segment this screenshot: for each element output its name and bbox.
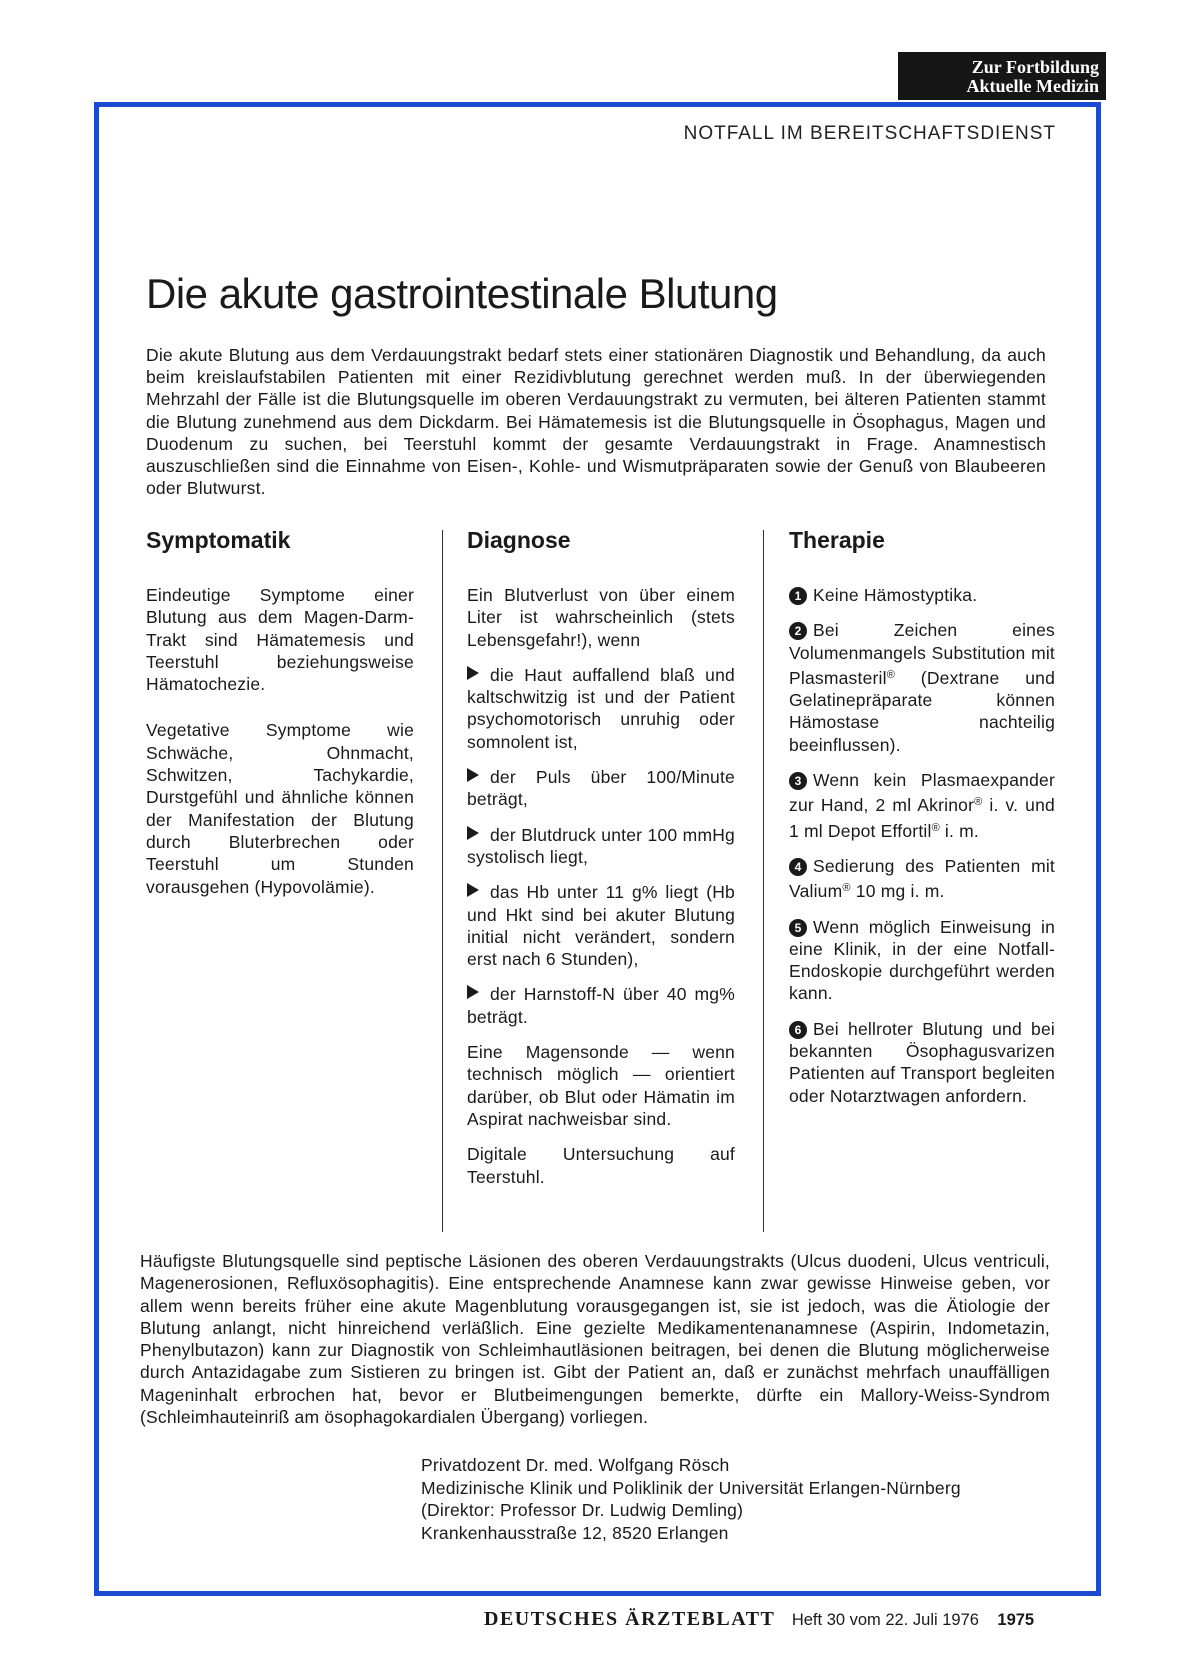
registered-mark: ® xyxy=(931,821,940,834)
closing-paragraph: Häufigste Blutungsquelle sind peptische Läsionen des oberen Verdauungstrakts (Ulcus duodeni, Ulcus ventriculi, Magenerosionen, Refluxösophagitis). Eine entsprechende Anamnese kann zwar gewisse Hinweise geben, vor allem wenn bereits früher eine akute Magenblutung vorausgegangen ist, sie ist jedoch, was die Ätiologie der Blutung anlangt, nicht hinreichend verläßlich. Eine gezielte Medikamentenanamnese (Aspirin, Indometazin, Phenylbutazon) kann zur Diagnostik von Schleimhautläsionen beitragen, bei denen die Blutung möglicherweise durch Antazidagabe zum Sistieren zu bringen ist. Gibt der Patient an, daß er zunächst mehrfach unauffälligen Mageninhalt erbrochen hat, bevor er Blutbeimengungen bemerkte, dürfte ein Mallory-Weiss-Syndrom (Schleimhauteinriß am ösophagokardialen Übergang) vorliegen. xyxy=(140,1251,1050,1428)
therapie-item: 1 Keine Hämostyptika. xyxy=(789,584,1055,606)
column-divider xyxy=(442,530,443,1232)
section-label xyxy=(898,52,1106,100)
page-number: 1975 xyxy=(997,1611,1035,1629)
column-diagnose xyxy=(467,527,735,1201)
heading-therapie: Therapie xyxy=(789,527,885,553)
therapie-item: 5 Wenn möglich Einweisung in eine Klinik, in der eine Notfall-Endoskopie durchgeführt werden kann. xyxy=(789,916,1055,1004)
author-director: (Direktor: Professor Dr. Ludwig Demling) xyxy=(421,1500,744,1520)
author-block xyxy=(421,1454,1061,1544)
author-name: Privatdozent Dr. med. Wolfgang Rösch xyxy=(421,1455,730,1475)
diagnose-item: das Hb unter 11 g% liegt (Hb und Hkt sind bei akuter Blutung initial nicht verändert, sondern erst nach 6 Stunden), xyxy=(467,882,735,970)
column-divider xyxy=(763,530,764,1232)
diagnose-intro: Ein Blutverlust von über einem Liter ist wahrscheinlich (stets Lebensgefahr!), wenn xyxy=(467,585,735,650)
kicker: NOTFALL IM BEREITSCHAFTSDIENST xyxy=(683,123,1056,144)
column-symptomatik xyxy=(146,527,414,911)
section-label-line1: Zur Fortbildung xyxy=(971,57,1099,77)
triangle-bullet-icon xyxy=(467,768,479,782)
number-2-icon: 2 xyxy=(789,622,807,640)
therapie-item: 4 Sedierung des Patienten mit Valium® 10 mg i. m. xyxy=(789,855,1055,902)
article-frame xyxy=(94,102,1101,1596)
author-institution: Medizinische Klinik und Poliklinik der Universität Erlangen-Nürnberg xyxy=(421,1477,961,1498)
registered-mark: ® xyxy=(886,668,896,681)
section-label-line2: Aktuelle Medizin xyxy=(966,76,1099,96)
symptomatik-paragraph: Eindeutige Symptome einer Blutung aus dem Magen-Darm-Trakt sind Hämatemesis und Teerstuhl beziehungsweise Hämatochezie. xyxy=(146,585,414,695)
number-6-icon: 6 xyxy=(789,1021,807,1039)
diagnose-item: der Puls über 100/Minute beträgt, xyxy=(467,767,735,810)
diagnose-paragraph: Digitale Untersuchung auf Teerstuhl. xyxy=(467,1144,735,1187)
diagnose-paragraph: Eine Magensonde — wenn technisch möglich — orientiert darüber, ob Blut oder Hämatin im Aspirat nachweisbar sind. xyxy=(467,1042,735,1129)
article-title: Die akute gastrointestinale Blutung xyxy=(146,270,778,317)
page-footer xyxy=(484,1608,1034,1631)
heading-diagnose: Diagnose xyxy=(467,527,571,553)
number-3-icon: 3 xyxy=(789,772,807,790)
diagnose-item: der Harnstoff-N über 40 mg% beträgt. xyxy=(467,984,735,1027)
lead-paragraph: Die akute Blutung aus dem Verdauungstrakt bedarf stets einer stationären Diagnostik und Behandlung, da auch beim kreislaufstabilen Patienten mit einer Rezidivblutung gerechnet werden muß. In der überwiegenden Mehrzahl der Fälle ist die Blutungsquelle im oberen Verdauungstrakt zu vermuten, bei älteren Patienten stammt die Blutung zunehmend aus dem Dickdarm. Bei Hämatemesis ist die Blutungsquelle in Ösophagus, Magen und Duodenum zu suchen, bei Teerstuhl kommt der gesamte Verdauungstrakt in Frage. Anamnestisch auszuschließen sind die Einnahme von Eisen-, Kohle- und Wismutpräparaten sowie der Genuß von Blaubeeren oder Blutwurst. xyxy=(146,345,1046,499)
author-address: Krankenhausstraße 12, 8520 Erlangen xyxy=(421,1522,729,1543)
diagnose-item: die Haut auffallend blaß und kaltschwitzig ist und der Patient psychomotorisch unruhig oder somnolent ist, xyxy=(467,664,735,752)
issue-info: Heft 30 vom 22. Juli 1976 xyxy=(791,1611,979,1629)
triangle-bullet-icon xyxy=(467,666,479,680)
number-1-icon: 1 xyxy=(789,587,807,605)
registered-mark: ® xyxy=(842,882,851,895)
therapie-item: 6 Bei hellroter Blutung und bei bekannten Ösophagusvarizen Patienten auf Transport begleiten oder Notarztwagen anfordern. xyxy=(789,1018,1055,1106)
triangle-bullet-icon xyxy=(467,883,479,897)
journal-name: DEUTSCHES ÄRZTEBLATT xyxy=(484,1608,776,1630)
number-5-icon: 5 xyxy=(789,919,807,937)
triangle-bullet-icon xyxy=(467,826,479,840)
number-4-icon: 4 xyxy=(789,858,807,876)
column-therapie xyxy=(789,527,1055,1120)
therapie-item: 2 Bei Zeichen eines Volumenmangels Substitution mit Plasmasteril® (Dextrane und Gelatinepräparate können Hämostase nachteilig beeinflussen). xyxy=(789,620,1055,755)
triangle-bullet-icon xyxy=(467,985,479,999)
heading-symptomatik: Symptomatik xyxy=(146,527,291,553)
diagnose-item: der Blutdruck unter 100 mmHg systolisch liegt, xyxy=(467,824,735,867)
symptomatik-paragraph: Vegetative Symptome wie Schwäche, Ohnmacht, Schwitzen, Tachykardie, Durstgefühl und ähnliche können der Manifestation der Blutung durch Bluterbrechen oder Teerstuhl um Stunden vorausgehen (Hypovolämie). xyxy=(146,720,414,897)
registered-mark: ® xyxy=(974,796,983,809)
therapie-item: 3 Wenn kein Plasmaexpander zur Hand, 2 ml Akrinor® i. v. und 1 ml Depot Effortil® i. m. xyxy=(789,770,1055,841)
